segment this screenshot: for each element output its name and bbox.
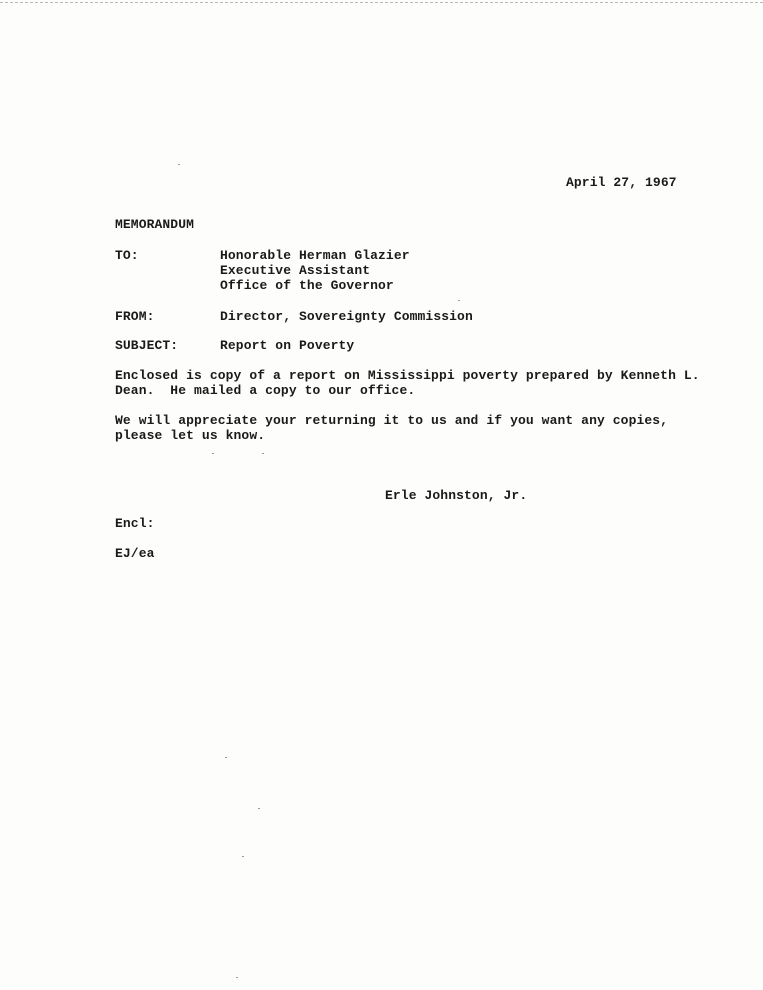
sender: Director, Sovereignty Commission xyxy=(220,309,473,324)
paper-speck xyxy=(225,757,227,758)
paper-speck xyxy=(242,856,244,857)
paper-speck xyxy=(262,453,264,454)
memo-date: April 27, 1967 xyxy=(566,175,677,190)
subject-label: SUBJECT: xyxy=(115,338,179,353)
body-paragraph-2-line-2: please let us know. xyxy=(115,428,266,443)
signature: Erle Johnston, Jr. xyxy=(385,488,528,503)
paper-speck xyxy=(458,300,460,301)
page-top-edge xyxy=(0,2,763,6)
body-paragraph-1-line-2: Dean. He mailed a copy to our office. xyxy=(115,383,416,398)
to-label: TO: xyxy=(115,248,139,263)
enclosure-note: Encl: xyxy=(115,516,155,531)
subject-value: Report on Poverty xyxy=(220,338,355,353)
recipient-name: Honorable Herman Glazier xyxy=(220,248,410,263)
recipient-office: Office of the Governor xyxy=(220,278,394,293)
recipient-title: Executive Assistant xyxy=(220,263,371,278)
body-paragraph-2-line-1: We will appreciate your returning it to us and if you want any copies, xyxy=(115,413,669,428)
paper-speck xyxy=(258,808,260,809)
paper-speck xyxy=(178,164,180,165)
paper-speck xyxy=(236,977,238,978)
paper-speck xyxy=(212,453,214,454)
memo-heading: MEMORANDUM xyxy=(115,217,195,232)
body-paragraph-1-line-1: Enclosed is copy of a report on Mississippi poverty prepared by Kenneth L. xyxy=(115,368,700,383)
from-label: FROM: xyxy=(115,309,155,324)
typist-initials: EJ/ea xyxy=(115,546,155,561)
